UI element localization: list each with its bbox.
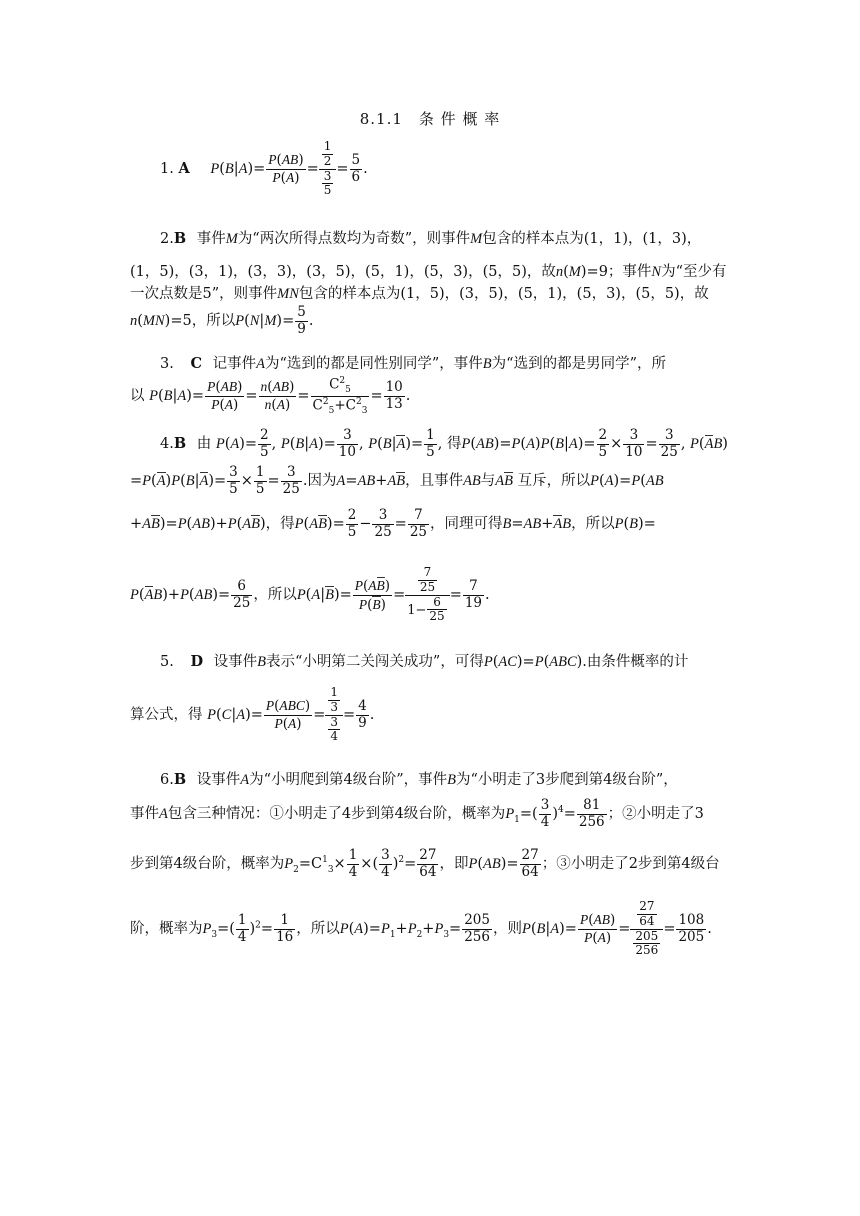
answer-3-line-1: 3. C 记事件A为“选到的都是同性别同学”，事件B为“选到的都是男同学”，所	[160, 355, 666, 372]
answer-6-line-2: 事件A包含三种情况：①小明走了4步到第4级台阶，概率为$P_1=$( $\frac{3}{4}$ )$^4$= $\frac{81}{256}$ ；②小明走了3	[130, 797, 704, 830]
answer-2-line-1: 2.B 事件M为“两次所得点数均为奇数”，则事件M包含的样本点为(1，1)，(1，3)，	[160, 230, 702, 247]
section-title: 8.1.1 条 件 概 率	[359, 110, 501, 128]
answer-3-line-2: 以 P(B|A)= $\frac{P(AB)}{P(A)}$ = $\frac{n(AB)}{n(A)}$ = $\frac{C^2_5}{C^2_5+C^2_3}$ = $\frac{10}{13}$ .	[130, 376, 411, 416]
answer-2-line-4: n(MN)=5，所以P(N|M)= $\frac{5}{9}$ .	[130, 304, 314, 337]
answer-5-line-2: 算公式，得 P(C|A)= $\frac{\text{P(ABC)}}{P(A)}$ = $\frac{\frac{1}{3}}{\frac{3}{4}}$ = $\frac{4}{9}$ .	[130, 685, 375, 744]
answer-4-line-2: =P(A)P(B|A)= $\frac{3}{5}$ × $\frac{1}{5}$ = $\frac{3}{25}$ .因为A=AB+AB，且事件AB与AB 互斥，所以P(A)=P(AB	[130, 464, 664, 497]
answer-6-line-4: 阶，概率为$P_3=$( $\frac{1}{4}$ )$^2$= $\frac{1}{16}$ ，所以$P(A)=P_1+P_2+P_3=$ $\frac{205}{256}$ ，则P(B|A)= $\frac{P(AB)}{P(A)}$ = $\frac{\frac{27}{64}}{\frac{205}{256}}$ = $\frac{108}{205}$ .	[130, 899, 712, 958]
answer-6-line-1: 6.B 设事件A为“小明爬到第4级台阶”，事件B为“小明走了3步爬到第4级台阶”，	[160, 771, 678, 788]
answer-4-line-4: P(AB)+P(AB)= $\frac{6}{25}$ ，所以P(A|B)= $\frac{P(AB)}{P(B)}$ = $\frac{7}{25}$ 1− $\frac{6}{25}$ = $\frac{7}{19}$ .	[130, 565, 490, 624]
answer-2-line-2: (1，5)，(3，1)，(3，3)，(3，5)，(5，1)，(5，3)，(5，5)，故n(M)=9；事件N为“至少有	[130, 264, 727, 280]
answer-4-line-1: 4.B 由 P(A)= $\frac{2}{5}$ , P(B|A)= $\frac{3}{10}$ , P(B|A)= $\frac{1}{5}$ , 得P(AB)=P(A)P(B|A)= $\frac{2}{5}$ × $\frac{3}{10}$ = $\frac{3}{25}$ , P(AB)	[160, 427, 728, 460]
answer-6-line-3: 步到第4级台阶，概率为$P_2=C^1_3\times$ $\frac{1}{4}$ ×( $\frac{3}{4}$ )$^2$= $\frac{27}{64}$ ，即P(AB)= $\frac{27}{64}$ ；③小明走了2步到第4级台	[130, 847, 720, 880]
answer-5-line-1: 5. D 设事件B表示“小明第二关闯关成功”，可得P(AC)=P(ABC).由条件概率的计	[160, 653, 689, 670]
answer-4-line-3: +AB)=P(AB)+P(AB)，得P(AB)= $\frac{2}{5}$ − $\frac{3}{25}$ = $\frac{7}{25}$ ，同理可得B=AB+AB，所以P(B)=	[130, 507, 656, 540]
answer-2-line-3: 一次点数是5”，则事件MN包含的样本点为(1，5)，(3，5)，(5，1)，(5，3)，(5，5)，故	[130, 286, 709, 302]
answer-1: 1. A P(B|A)= $\frac{P(AB)}{P(A)}$ = $\frac{\frac{1}{2}}{\frac{3}{5}}$ = $\frac{5}{6}$ .	[160, 139, 368, 198]
